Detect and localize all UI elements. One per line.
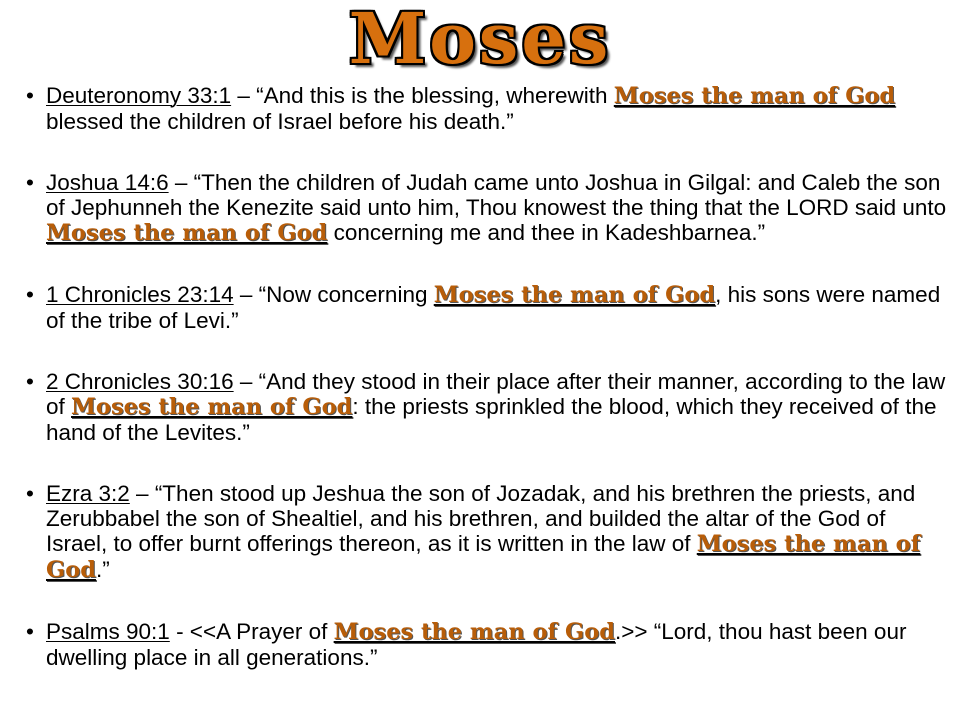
- verse-text-after: concerning me and thee in Kadeshbarnea.”: [327, 220, 766, 245]
- verse-text-before: – “Now concerning: [233, 282, 434, 307]
- bullet-icon: •: [26, 481, 34, 506]
- verse-item: [22, 619, 952, 670]
- verse-reference: Joshua 14:6: [46, 170, 169, 195]
- bullet-icon: •: [26, 369, 34, 394]
- verse-item: [22, 282, 952, 333]
- bullet-icon: •: [26, 282, 34, 307]
- verse-reference: Psalms 90:1: [46, 619, 170, 644]
- verse-text-before: – “And they stood in their place after their manner, according to the law of: [46, 369, 946, 419]
- verse-text-after: blessed the children of Israel before his death.”: [46, 109, 514, 134]
- verse-text-before: – “Then stood up Jeshua the son of Jozadak, and his brethren the priests, and Zerubbabel the son of Shealtiel, and his brethren, and builded the altar of the God of Israel, to offer burnt offerings thereon, as it is written in the law of: [46, 481, 916, 556]
- verse-highlight: Moses the man of God: [71, 394, 353, 420]
- verse-list: [22, 83, 952, 706]
- verse-reference: Deuteronomy 33:1: [46, 83, 232, 108]
- verse-reference: Ezra 3:2: [46, 481, 130, 506]
- verse-item: [22, 170, 952, 246]
- verse-highlight: Moses the man of God: [333, 619, 615, 645]
- slide-title: Moses: [348, 0, 612, 80]
- verse-item: [22, 369, 952, 445]
- verse-item: [22, 83, 952, 134]
- bullet-icon: •: [26, 83, 34, 108]
- verse-highlight: Moses the man of God: [46, 220, 328, 246]
- verse-item: [22, 481, 952, 583]
- bullet-icon: •: [26, 170, 34, 195]
- verse-text-after: .>> “Lord, thou hast been our dwelling place in all generations.”: [46, 619, 907, 670]
- verse-highlight: Moses the man of God: [613, 83, 896, 109]
- verse-text-before: – “And this is the blessing, wherewith: [231, 83, 614, 108]
- verse-reference: 2 Chronicles 30:16: [46, 369, 234, 394]
- verse-text-after: .”: [95, 557, 110, 582]
- bullet-icon: •: [26, 619, 34, 644]
- verse-highlight: Moses the man of God: [46, 531, 921, 583]
- verse-text-after: : the priests sprinkled the blood, which they received of the hand of the Levites.”: [46, 394, 937, 445]
- verse-text-before: - <<A Prayer of: [169, 619, 334, 644]
- verse-highlight: Moses the man of God: [433, 282, 716, 308]
- verse-text-after: , his sons were named of the tribe of Levi.”: [46, 282, 941, 333]
- verse-text-before: – “Then the children of Judah came unto Joshua in Gilgal: and Caleb the son of Jephunneh the Kenezite said unto him, Thou knowest the thing that the LORD said unto: [46, 170, 947, 220]
- verse-reference: 1 Chronicles 23:14: [46, 282, 234, 307]
